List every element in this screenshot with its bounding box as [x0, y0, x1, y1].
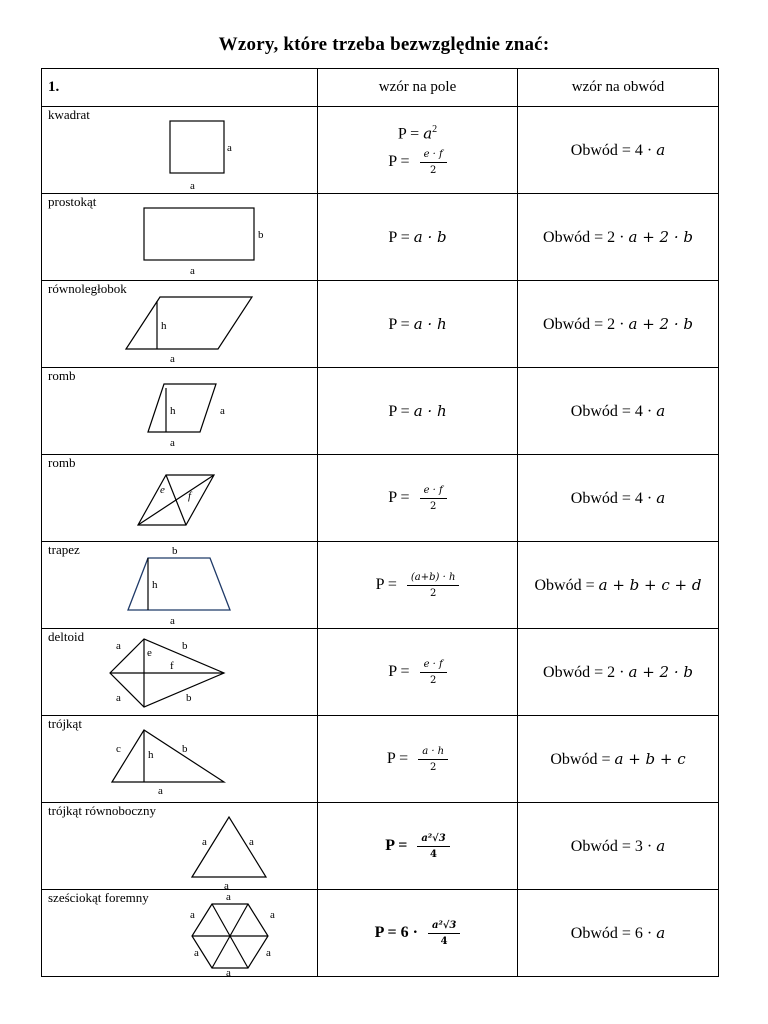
- table-row-kite: [42, 629, 719, 716]
- formula-lead: Obwód =: [550, 750, 611, 768]
- formula-math: a + b + c: [614, 749, 686, 768]
- formula-lead: Obwód = 4 ·: [570, 141, 653, 159]
- side-label: a: [190, 909, 195, 921]
- height-label: h: [152, 579, 158, 591]
- perimeter-formula: [518, 890, 719, 977]
- fraction: $\frac{e \cdot f}{2}$: [420, 485, 447, 512]
- side-label: a: [220, 405, 225, 417]
- formula-lead: P =: [388, 153, 410, 171]
- shape-name: deltoid: [48, 629, 85, 644]
- formula-lead: Obwód = 2 ·: [543, 315, 625, 333]
- side-label: a: [170, 353, 175, 365]
- side-label: a: [158, 785, 163, 797]
- shape-name: prostokąt: [48, 194, 97, 209]
- table-row-equilateral-triangle: [42, 803, 719, 890]
- formula-math: a: [656, 401, 666, 420]
- shape-cell: [42, 716, 318, 803]
- perimeter-formula: [518, 803, 719, 890]
- table-row-rhombus-diagonals: [42, 455, 719, 542]
- height-label: h: [170, 405, 176, 417]
- side-label: a: [116, 692, 121, 704]
- formula-table: [41, 68, 719, 977]
- formula-lead: P =: [388, 402, 410, 420]
- side-label: a: [226, 967, 231, 976]
- table-header-row: [42, 69, 719, 107]
- shape-cell: [42, 368, 318, 455]
- shape-name: romb: [48, 455, 76, 470]
- perimeter-formula: [518, 629, 719, 716]
- rectangle-figure: [102, 196, 318, 280]
- formula-lead: P =: [388, 488, 410, 506]
- formula-math: a · h: [413, 401, 447, 420]
- area-formula: [318, 107, 518, 194]
- area-formula: [318, 194, 518, 281]
- formula-lead: Obwód = 4 ·: [570, 489, 653, 507]
- formula-lead: P =: [397, 125, 420, 143]
- shape-name: trójkąt: [48, 716, 82, 731]
- side-label: b: [258, 229, 264, 241]
- shape-cell: [42, 803, 318, 890]
- side-label: b: [182, 743, 188, 755]
- formula-lead: P = 6 ·: [374, 923, 418, 941]
- triangle-figure: [102, 718, 318, 802]
- table-row-square: [42, 107, 719, 194]
- side-label: a: [194, 947, 199, 959]
- column-header-perimeter: wzór na obwód: [518, 69, 719, 107]
- diagonal-label: f: [188, 490, 192, 502]
- fraction: $\frac{\text{a²√3}}{4}$: [428, 920, 460, 947]
- table-row-rhombus: [42, 368, 719, 455]
- side-label: a: [190, 265, 195, 277]
- formula-math: a · h: [413, 314, 447, 333]
- area-formula: [318, 368, 518, 455]
- formula-lead: Obwód = 6 ·: [570, 924, 653, 942]
- formula-lead: Obwód = 2 ·: [543, 663, 625, 681]
- section-number: 1.: [42, 69, 318, 107]
- fraction: $\frac{e \cdot f}{2}$: [420, 149, 447, 176]
- base-label: b: [172, 545, 178, 557]
- square-figure: [102, 109, 318, 193]
- shape-name: trapez: [48, 542, 80, 557]
- column-header-area: wzór na pole: [318, 69, 518, 107]
- side-label: a: [226, 892, 231, 903]
- perimeter-formula: [518, 194, 719, 281]
- formula-math: a + 2 · b: [628, 227, 693, 246]
- formula-lead: Obwód =: [534, 576, 595, 594]
- height-label: h: [161, 320, 167, 332]
- shape-cell: [42, 542, 318, 629]
- side-label: b: [182, 640, 188, 652]
- parallelogram-figure: [102, 283, 318, 367]
- formula-math: a + 2 · b: [628, 314, 693, 333]
- area-formula: [318, 716, 518, 803]
- formula-lead: P =: [388, 228, 410, 246]
- shape-cell: [42, 194, 318, 281]
- perimeter-formula: [518, 281, 719, 368]
- area-formula: [318, 890, 518, 977]
- formula-lead: P =: [386, 749, 409, 767]
- formula-math: a · b: [413, 227, 447, 246]
- hexagon-figure: [102, 892, 318, 976]
- formula-exponent: 2: [432, 123, 438, 135]
- formula-lead: P =: [375, 575, 397, 593]
- shape-cell: [42, 890, 318, 977]
- perimeter-formula: [518, 542, 719, 629]
- table-row-parallelogram: [42, 281, 719, 368]
- area-formula: [318, 281, 518, 368]
- area-formula: [318, 455, 518, 542]
- side-label: a: [270, 909, 275, 921]
- formula-lead: P =: [385, 836, 408, 854]
- diagonal-label: f: [170, 660, 174, 672]
- side-label: a: [224, 880, 229, 889]
- base-label: a: [170, 615, 175, 627]
- area-formula: [318, 542, 518, 629]
- fraction: $\frac{\text{a²√3}}{4}$: [417, 833, 449, 860]
- formula-math: a + b + c + d: [598, 575, 702, 594]
- shape-cell: [42, 107, 318, 194]
- formula-lead: Obwód = 2 ·: [543, 228, 625, 246]
- shape-name: równoległobok: [48, 281, 127, 296]
- fraction: $\frac{e \cdot f}{2}$: [420, 659, 447, 686]
- page-title: Wzory, które trzeba bezwzględnie znać:: [218, 34, 550, 55]
- shape-name: kwadrat: [48, 107, 90, 122]
- fraction: $\frac{(a+b) \cdot h}{2}$: [407, 572, 460, 599]
- shape-cell: [42, 629, 318, 716]
- side-label: a: [227, 142, 232, 154]
- formula-math: a + 2 · b: [628, 662, 693, 681]
- side-label: a: [249, 836, 254, 848]
- perimeter-formula: [518, 455, 719, 542]
- side-label: c: [116, 743, 121, 755]
- side-label: a: [266, 947, 271, 959]
- trapezoid-figure: [102, 544, 318, 628]
- side-label: a: [190, 180, 195, 192]
- fraction: $\frac{a \cdot h}{2}$: [418, 746, 448, 773]
- formula-lead: P =: [388, 662, 410, 680]
- diagonal-label: e: [160, 484, 165, 496]
- shape-cell: [42, 281, 318, 368]
- formula-math: a: [656, 140, 666, 159]
- formula-lead: P =: [388, 315, 410, 333]
- shape-cell: [42, 455, 318, 542]
- diagonal-label: e: [147, 647, 152, 659]
- side-label: a: [116, 640, 121, 652]
- rhombus-diagonals-figure: [102, 457, 318, 541]
- side-label: b: [186, 692, 192, 704]
- perimeter-formula: [518, 716, 719, 803]
- shape-name: romb: [48, 368, 76, 383]
- formula-math: a: [656, 488, 666, 507]
- formula-math: a: [423, 124, 433, 143]
- perimeter-formula: [518, 107, 719, 194]
- side-label: a: [202, 836, 207, 848]
- area-formula: [318, 803, 518, 890]
- rhombus-figure: [102, 370, 318, 454]
- formula-math: a: [656, 836, 666, 855]
- table-row-trapezoid: [42, 542, 719, 629]
- area-formula: [318, 629, 518, 716]
- shape-name: trójkąt równoboczny: [48, 803, 156, 818]
- table-row-regular-hexagon: [42, 890, 719, 977]
- equilateral-triangle-figure: [102, 805, 318, 889]
- table-row-rectangle: [42, 194, 719, 281]
- perimeter-formula: [518, 368, 719, 455]
- kite-figure: [102, 631, 318, 715]
- formula-lead: Obwód = 4 ·: [570, 402, 653, 420]
- formula-math: a: [656, 923, 666, 942]
- shape-name: sześciokąt foremny: [48, 890, 149, 905]
- height-label: h: [148, 749, 154, 761]
- table-row-triangle: [42, 716, 719, 803]
- formula-lead: Obwód = 3 ·: [570, 837, 653, 855]
- side-label: a: [170, 437, 175, 449]
